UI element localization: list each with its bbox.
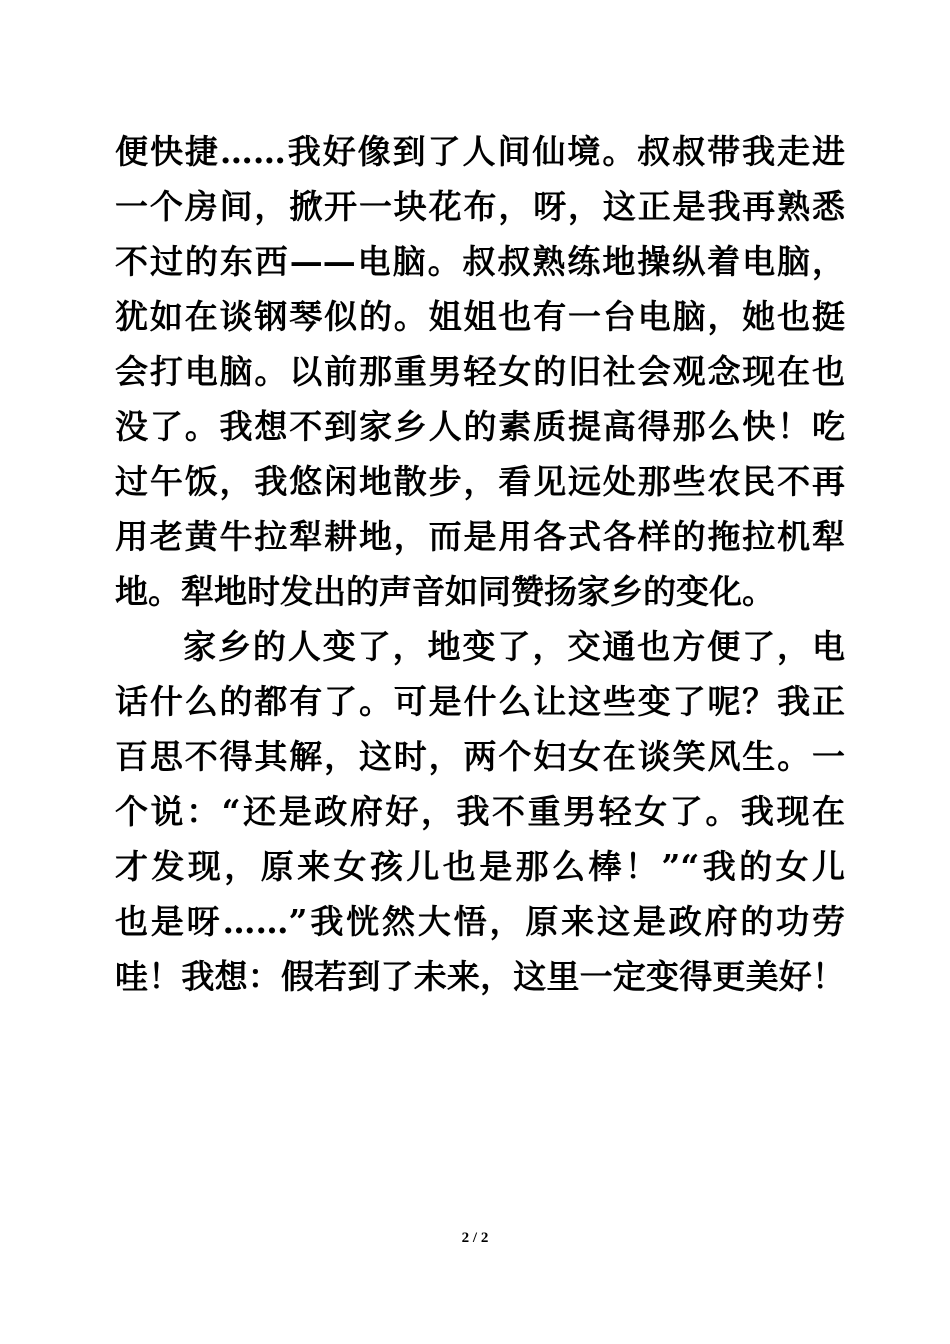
paragraph-first-line: 家乡的人变了，地变了，交通也方便了，电 <box>183 627 845 666</box>
text-line: 话什么的都有了。可是什么让这些变了呢？我正 <box>115 682 845 721</box>
text-line: 哇！我想：假若到了未来，这里一定变得更美好！ <box>115 957 845 996</box>
text-line: 才发现，原来女孩儿也是那么棒！”“我的女儿 <box>115 847 845 886</box>
text-line: 便快捷……我好像到了人间仙境。叔叔带我走进 <box>115 132 845 171</box>
text-line: 过午饭，我悠闲地散步，看见远处那些农民不再 <box>115 462 845 501</box>
text-line: 也是呀……”我恍然大悟，原来这是政府的功劳 <box>115 902 845 941</box>
text-line: 用老黄牛拉犁耕地，而是用各式各样的拖拉机犁 <box>115 517 845 556</box>
text-line: 犹如在谈钢琴似的。姐姐也有一台电脑，她也挺 <box>115 297 845 336</box>
text-line: 地。犁地时发出的声音如同赞扬家乡的变化。 <box>115 572 775 611</box>
text-line: 个说：“还是政府好，我不重男轻女了。我现在 <box>115 792 845 831</box>
text-line: 不过的东西——电脑。叔叔熟练地操纵着电脑， <box>115 242 845 281</box>
document-body <box>115 124 845 1004</box>
text-line: 百思不得其解，这时，两个妇女在谈笑风生。一 <box>115 737 845 776</box>
text-line: 一个房间，掀开一块花布，呀，这正是我再熟悉 <box>115 187 845 226</box>
page-number: 2 / 2 <box>461 1230 489 1246</box>
text-line: 会打电脑。以前那重男轻女的旧社会观念现在也 <box>115 352 845 391</box>
text-line: 没了。我想不到家乡人的素质提高得那么快！吃 <box>115 407 845 446</box>
